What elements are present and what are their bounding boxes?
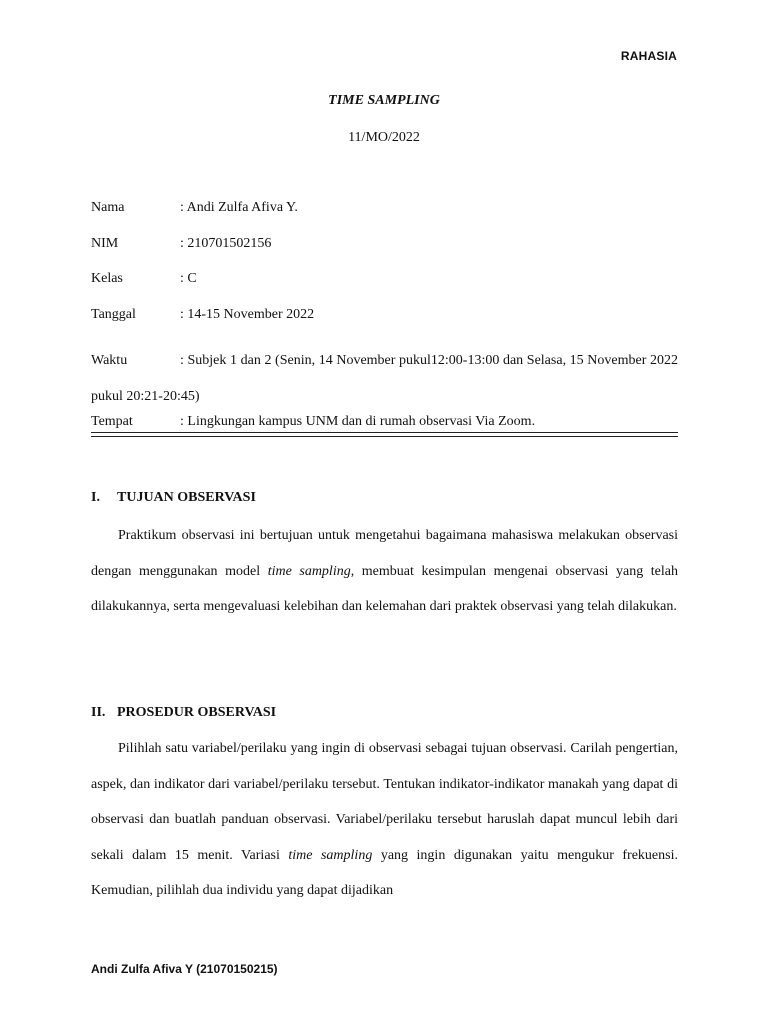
section-title: TUJUAN OBSERVASI [117,490,256,505]
document-title: TIME SAMPLING [328,93,440,108]
info-row-waktu [91,343,678,415]
document-date-code: 11/MO/2022 [348,130,420,145]
section-paragraph-prosedur [91,731,678,909]
paragraph-text: Praktikum observasi ini bertujuan untuk mengetahui bagaimana mahasiswa melakukan observasi dengan menggunakan model [91,528,678,579]
info-label: Waktu [91,353,128,368]
classification-label: RAHASIA [620,49,677,63]
paragraph-text: Pilihlah satu variabel/perilaku yang ingin di observasi sebagai tujuan observasi. Carilah pengertian, aspek, dan indikator dari variabel/perilaku tersebut. Tentukan indikator-indikator manakah yang dapat di observasi dan buatlah panduan observasi. Variabel/perilaku tersebut haruslah dapat muncul lebih dari sekali dalam 15 menit. Variasi [91,741,678,863]
paragraph-italic-term: time sampling [267,563,351,579]
info-value: : Lingkungan kampus UNM dan di rumah observasi Via Zoom. [180,414,536,429]
info-label: Tanggal [91,307,136,322]
section-number: I. [91,490,100,505]
section-heading-tujuan [91,490,256,506]
info-value: : C [180,271,197,286]
info-value: : 210701502156 [180,236,272,251]
info-value: : 14-15 November 2022 [180,307,315,322]
section-title: PROSEDUR OBSERVASI [117,705,277,720]
info-label: Nama [91,200,125,215]
paragraph-text: , membuat kesimpulan mengenai observasi yang telah dilakukannya, serta mengevaluasi kelebihan dan kelemahan dari praktek observasi yang telah dilakukan. [91,563,679,614]
paragraph-italic-term: time sampling [288,847,373,863]
info-label: Tempat [91,414,133,429]
paragraph-text: yang ingin digunakan yaitu mengukur frekuensi. Kemudian, pilihlah dua individu yang dapat dijadikan [91,847,678,898]
info-value: : Subjek 1 dan 2 (Senin, 14 November pukul12:00-13:00 dan Selasa, 15 November 2022 pukul 20:21-20:45) [91,353,678,404]
info-label: Kelas [91,271,123,286]
info-value: : Andi Zulfa Afiva Y. [180,200,298,215]
info-label: NIM [91,236,119,251]
section-heading-prosedur [91,705,276,721]
double-divider [91,432,678,437]
section-number: II. [91,705,106,720]
section-paragraph-tujuan [91,518,678,625]
footer-author: Andi Zulfa Afiva Y (21070150215) [91,962,278,976]
